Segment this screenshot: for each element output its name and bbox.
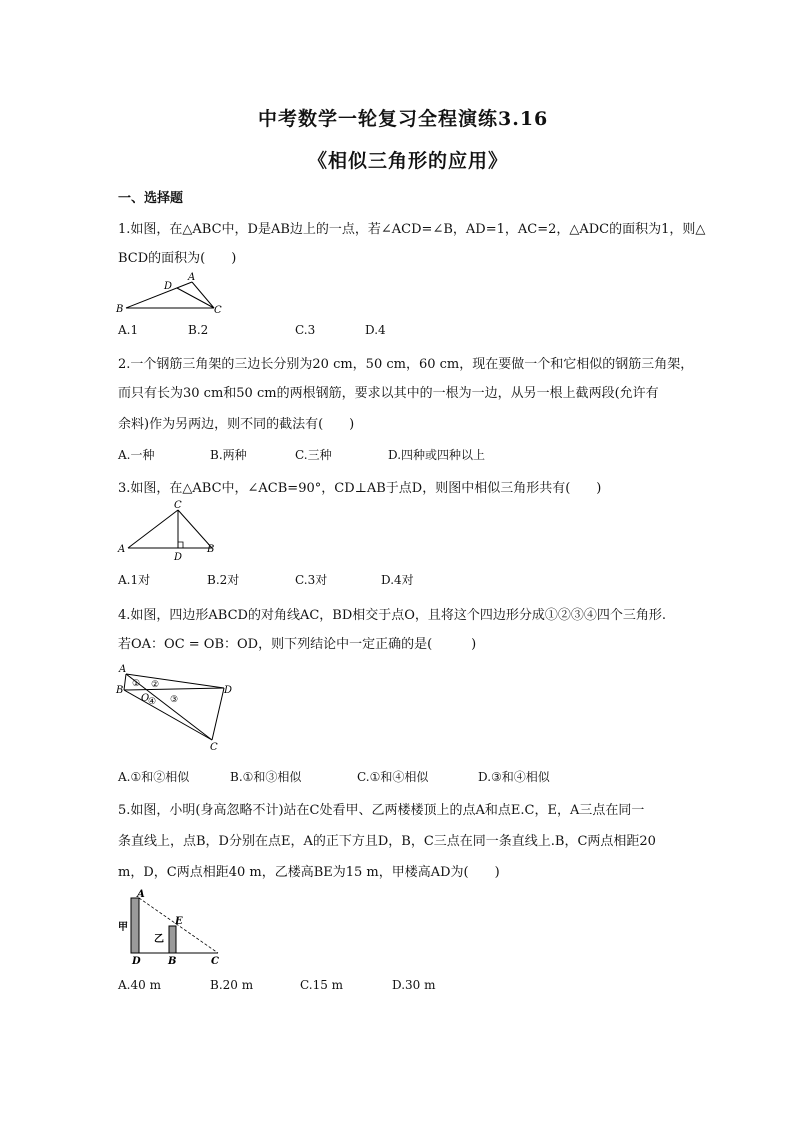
q3-option-b: B.2对 <box>207 573 240 587</box>
q4-label-o: O <box>141 693 150 704</box>
question-1-line-2: BCD的面积为( ) <box>118 251 237 266</box>
q5-label-c: C <box>211 956 219 967</box>
q4-option-d: D.③和④相似 <box>478 770 550 784</box>
q3-label-c: C <box>174 500 182 511</box>
q4-option-a: A.①和②相似 <box>118 770 190 784</box>
question-1-line-1: 1.如图，在△ABC中，D是AB边上的一点，若∠ACD=∠B，AD=1，AC=2，△ADC的面积为1，则△ <box>118 222 706 237</box>
question-5-figure <box>116 886 228 966</box>
question-3-line-1: 3.如图，在△ABC中，∠ACB=90°，CD⊥AB于点D，则图中相似三角形共有( ) <box>118 481 602 496</box>
question-4-figure <box>116 662 246 754</box>
q5-option-c: C.15 m <box>300 978 344 992</box>
q5-label-d: D <box>132 956 141 967</box>
q2-option-c: C.三种 <box>295 448 332 462</box>
question-2-line-3: 余料)作为另两边，则不同的截法有( ) <box>118 417 355 432</box>
q1-option-d: D.4 <box>365 323 386 337</box>
q5-label-e: E <box>175 916 183 927</box>
q4-region-2: ② <box>151 680 160 690</box>
q1-label-c: C <box>214 305 222 316</box>
question-5-line-1: 5.如图，小明(身高忽略不计)站在C处看甲、乙两楼楼顶上的点A和点E.C，E，A三点在同一 <box>118 803 645 818</box>
q4-region-1: ① <box>132 679 141 689</box>
q3-option-a: A.1对 <box>118 573 151 587</box>
q4-label-b: B <box>116 685 124 696</box>
q3-option-d: D.4对 <box>381 573 414 587</box>
q4-option-c: C.①和④相似 <box>357 770 429 784</box>
question-2-line-1: 2.一个钢筋三角架的三边长分别为20 cm，50 cm，60 cm，现在要做一个和它相似的钢筋三角架， <box>118 357 694 372</box>
q5-label-jia: 甲 <box>118 922 128 933</box>
q3-label-d: D <box>174 552 183 563</box>
question-4-line-2: 若OA：OC = OB：OD，则下列结论中一定正确的是( ) <box>118 637 477 652</box>
q5-option-b: B.20 m <box>210 978 254 992</box>
question-4-line-1: 4.如图，四边形ABCD的对角线AC，BD相交于点O，且将这个四边形分成①②③④四个三角形. <box>118 608 667 623</box>
question-1-figure <box>116 270 226 316</box>
q2-option-a: A.一种 <box>118 448 155 462</box>
q4-option-b: B.①和③相似 <box>230 770 302 784</box>
q3-label-a: A <box>118 544 126 555</box>
q1-option-b: B.2 <box>188 323 209 337</box>
q1-option-c: C.3 <box>295 323 316 337</box>
question-5-line-3: m，D，C两点相距40 m，乙楼高BE为15 m，甲楼高AD为( ) <box>118 865 500 880</box>
q4-label-d: D <box>224 685 233 696</box>
q4-region-4: ④ <box>148 697 157 707</box>
question-5-line-2: 条直线上，点B，D分别在点E，A的正下方且D，B，C三点在同一条直线上.B，C两点相距20 <box>118 834 656 849</box>
q5-label-b: B <box>168 956 177 967</box>
q1-label-b: B <box>116 304 124 315</box>
q4-label-a: A <box>119 664 127 675</box>
page-title: 中考数学一轮复习全程演练3.16 <box>258 108 549 130</box>
q5-option-d: D.30 m <box>392 978 436 992</box>
q4-label-c: C <box>210 742 218 753</box>
question-3-figure <box>116 498 226 564</box>
q3-option-c: C.3对 <box>295 573 328 587</box>
q5-label-yi: 乙 <box>154 934 164 945</box>
q1-label-a: A <box>188 272 196 283</box>
q3-label-b: B <box>207 544 215 555</box>
q1-option-a: A.1 <box>118 323 139 337</box>
q1-label-d: D <box>164 281 173 292</box>
section-heading: 一、选择题 <box>118 191 184 206</box>
q4-region-3: ③ <box>170 695 179 705</box>
q2-option-b: B.两种 <box>210 448 247 462</box>
q5-option-a: A.40 m <box>118 978 161 992</box>
page-subtitle: 《相似三角形的应用》 <box>308 150 509 172</box>
q2-option-d: D.四种或四种以上 <box>388 448 486 462</box>
q5-label-a: A <box>137 889 145 900</box>
question-2-line-2: 而只有长为30 cm和50 cm的两根钢筋，要求以其中的一根为一边，从另一根上截两段(允许有 <box>118 386 659 401</box>
